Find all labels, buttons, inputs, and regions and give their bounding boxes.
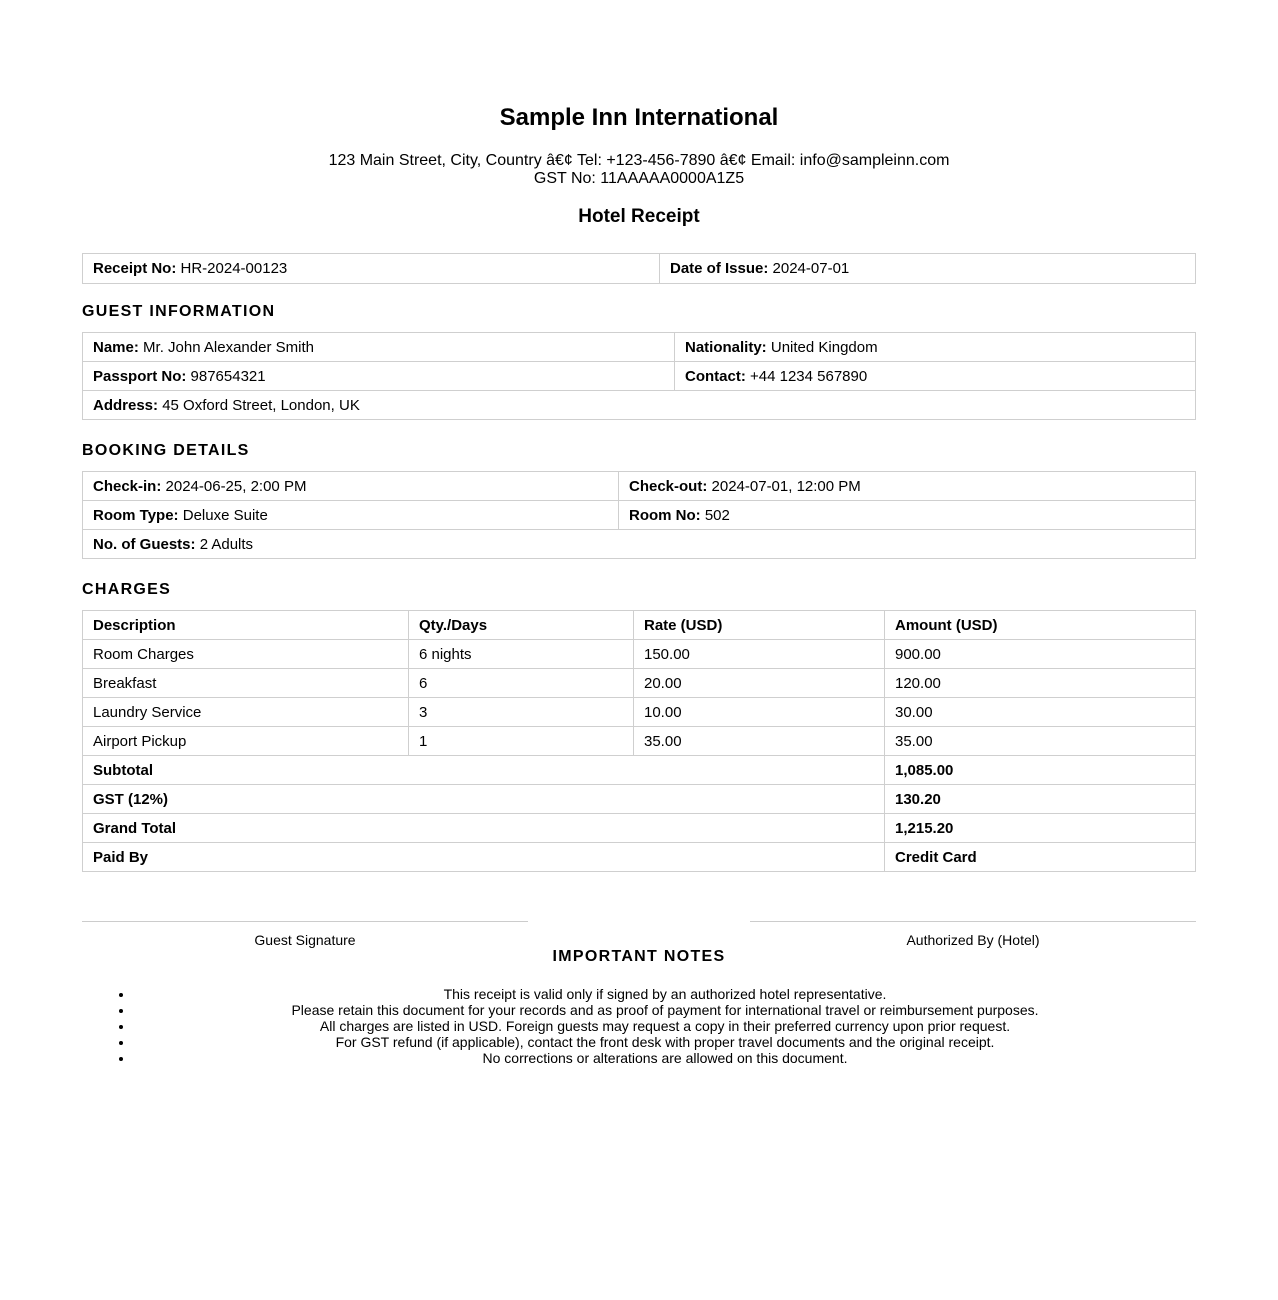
charge-description: Laundry Service	[83, 698, 409, 727]
guests-count-label: No. of Guests:	[93, 535, 196, 553]
table-row	[83, 669, 1196, 698]
subtotal-value: 1,085.00	[885, 756, 1196, 785]
guest-contact-cell	[675, 362, 1196, 391]
guests-count-value: 2 Adults	[199, 535, 254, 553]
guest-address-value: 45 Oxford Street, London, UK	[162, 396, 360, 414]
date-of-issue-label: Date of Issue:	[670, 260, 769, 277]
table-row	[83, 698, 1196, 727]
document-title: Hotel Receipt	[578, 206, 700, 227]
charge-qty: 1	[409, 727, 634, 756]
room-type-value: Deluxe Suite	[182, 506, 268, 524]
guest-address-label: Address:	[93, 396, 159, 414]
receipt-no-cell	[83, 254, 660, 284]
grand-total-value: 1,215.20	[885, 814, 1196, 843]
charge-rate: 35.00	[634, 727, 885, 756]
gst-value: 130.20	[885, 785, 1196, 814]
checkout-label: Check-out:	[629, 477, 708, 495]
room-no-value: 502	[704, 506, 730, 524]
date-of-issue-value: 2024-07-01	[772, 260, 850, 277]
booking-details-table	[82, 471, 1196, 559]
list-item: • For GST refund (if applicable), contact the front desk with proper travel documents and the original receipt.	[134, 1034, 1196, 1050]
guest-passport-value: 987654321	[190, 367, 266, 385]
guest-name-cell	[83, 333, 675, 362]
guest-nationality-label: Nationality:	[685, 338, 767, 356]
list-item: • No corrections or alterations are allowed on this document.	[134, 1050, 1196, 1066]
room-no-label: Room No:	[629, 506, 701, 524]
guest-name-label: Name:	[93, 338, 139, 356]
charge-amount: 35.00	[885, 727, 1196, 756]
guest-nationality-cell	[675, 333, 1196, 362]
charge-rate: 150.00	[634, 640, 885, 669]
subtotal-label: Subtotal	[83, 756, 885, 785]
charges-header-row	[83, 611, 1196, 640]
charge-description: Room Charges	[83, 640, 409, 669]
list-item: • All charges are listed in USD. Foreign guests may request a copy in their preferred currency upon prior request.	[134, 1018, 1196, 1034]
guest-signature-line	[82, 921, 528, 922]
charge-rate: 10.00	[634, 698, 885, 727]
charge-amount: 900.00	[885, 640, 1196, 669]
checkout-cell	[619, 472, 1196, 501]
notes-list	[82, 986, 1196, 1066]
charge-rate: 20.00	[634, 669, 885, 698]
paid-by-value: Credit Card	[885, 843, 1196, 872]
col-qty-header: Qty./Days	[409, 611, 634, 640]
hotel-name: Sample Inn International	[499, 104, 779, 131]
table-row	[83, 727, 1196, 756]
col-rate-header: Rate (USD)	[634, 611, 885, 640]
room-no-cell	[619, 501, 1196, 530]
booking-section-title: BOOKING DETAILS	[82, 442, 250, 459]
receipt-meta-table	[82, 253, 1196, 284]
guests-count-cell	[83, 530, 1196, 559]
hotel-signature-line	[750, 921, 1196, 922]
date-of-issue-cell	[660, 254, 1196, 284]
guest-passport-label: Passport No:	[93, 367, 187, 385]
checkin-cell	[83, 472, 619, 501]
hotel-signature-label: Authorized By (Hotel)	[906, 932, 1040, 948]
checkin-value: 2024-06-25, 2:00 PM	[165, 477, 307, 495]
grand-total-row	[83, 814, 1196, 843]
gst-label: GST (12%)	[83, 785, 885, 814]
grand-total-label: Grand Total	[83, 814, 885, 843]
paid-by-row	[83, 843, 1196, 872]
subtotal-row	[83, 756, 1196, 785]
notes-title: IMPORTANT NOTES	[552, 948, 726, 965]
room-type-label: Room Type:	[93, 506, 179, 524]
charge-amount: 120.00	[885, 669, 1196, 698]
charges-section-title: CHARGES	[82, 581, 172, 598]
charge-description: Airport Pickup	[83, 727, 409, 756]
gst-row	[83, 785, 1196, 814]
charges-table	[82, 610, 1196, 872]
receipt-no-label: Receipt No:	[93, 260, 177, 277]
charge-qty: 3	[409, 698, 634, 727]
checkin-label: Check-in:	[93, 477, 162, 495]
guest-contact-value: +44 1234 567890	[750, 367, 868, 385]
charge-qty: 6 nights	[409, 640, 634, 669]
hotel-contact-block	[82, 152, 1196, 188]
hotel-gst-line: GST No: 11AAAAA0000A1Z5	[533, 170, 745, 187]
hotel-address-line: 123 Main Street, City, Country â€¢ Tel: +123-456-7890 â€¢ Email: info@sampleinn.com	[328, 152, 950, 169]
guest-contact-label: Contact:	[685, 367, 746, 385]
charge-amount: 30.00	[885, 698, 1196, 727]
guest-address-cell	[83, 391, 1196, 420]
guest-info-table	[82, 332, 1196, 420]
col-description-header: Description	[83, 611, 409, 640]
charge-qty: 6	[409, 669, 634, 698]
receipt-no-value: HR-2024-00123	[180, 260, 288, 277]
col-amount-header: Amount (USD)	[885, 611, 1196, 640]
charge-description: Breakfast	[83, 669, 409, 698]
guest-passport-cell	[83, 362, 675, 391]
room-type-cell	[83, 501, 619, 530]
guest-nationality-value: United Kingdom	[770, 338, 878, 356]
list-item: • Please retain this document for your records and as proof of payment for international travel or reimbursement purposes.	[134, 1002, 1196, 1018]
checkout-value: 2024-07-01, 12:00 PM	[711, 477, 861, 495]
guest-name-value: Mr. John Alexander Smith	[143, 338, 314, 356]
guest-section-title: GUEST INFORMATION	[82, 303, 276, 320]
paid-by-label: Paid By	[83, 843, 885, 872]
guest-signature-label: Guest Signature	[254, 932, 356, 948]
list-item: • This receipt is valid only if signed by an authorized hotel representative.	[134, 986, 1196, 1002]
table-row	[83, 640, 1196, 669]
